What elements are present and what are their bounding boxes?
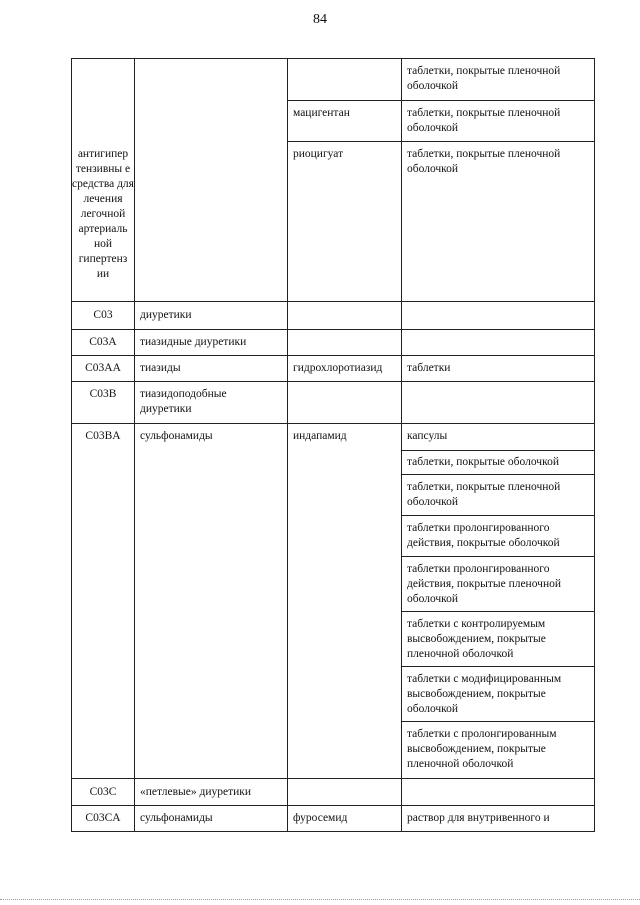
atc-code: C03AA bbox=[85, 362, 121, 374]
drug-cell: мацигентан bbox=[293, 107, 350, 119]
form-cell: таблетки, покрытые пленочной оболочкой bbox=[407, 65, 561, 92]
form-cell: таблетки с модифицированным высвобождением, покрытые оболочкой bbox=[407, 673, 562, 715]
form-cell: таблетки, покрытые пленочной оболочкой bbox=[407, 148, 561, 175]
atc-code: C03B bbox=[89, 388, 117, 400]
form-cell: капсулы bbox=[407, 430, 448, 442]
drug-cell: риоцигуат bbox=[293, 148, 344, 160]
atc-code: C03CA bbox=[85, 812, 121, 824]
atc-name: сульфонамиды bbox=[140, 430, 213, 442]
scan-edge-divider bbox=[0, 899, 640, 901]
atc-name: тиазидные диуретики bbox=[140, 336, 247, 348]
atc-name: сульфонамиды bbox=[140, 812, 213, 824]
atc-code: C03A bbox=[89, 336, 117, 348]
form-cell: таблетки пролонгированного действия, покрытые оболочкой bbox=[407, 522, 560, 549]
group-cell: антигипер тензивны е средства для лечения легочной артериаль ной гипертенз ии bbox=[72, 148, 134, 280]
page-number: 84 bbox=[313, 12, 327, 27]
form-cell: таблетки bbox=[407, 362, 451, 374]
atc-code: C03 bbox=[93, 309, 113, 321]
drug-cell: индапамид bbox=[293, 430, 347, 442]
form-cell: таблетки с пролонгированным высвобождением, покрытые пленочной оболочкой bbox=[407, 728, 557, 770]
drug-cell: фуросемид bbox=[293, 812, 348, 824]
form-cell: таблетки пролонгированного действия, покрытые пленочной оболочкой bbox=[407, 563, 562, 605]
atc-name: тиазиды bbox=[140, 362, 181, 374]
form-cell: таблетки, покрытые пленочной оболочкой bbox=[407, 481, 561, 508]
form-cell: раствор для внутривенного и bbox=[407, 812, 550, 824]
form-cell: таблетки с контролируемым высвобождением, покрытые пленочной оболочкой bbox=[407, 618, 546, 660]
form-cell: таблетки, покрытые пленочной оболочкой bbox=[407, 107, 561, 134]
drug-cell: гидрохлоротиазид bbox=[293, 362, 383, 374]
atc-code: C03BA bbox=[85, 430, 121, 442]
atc-name: диуретики bbox=[140, 309, 192, 321]
atc-name: тиазидоподобные диуретики bbox=[140, 388, 227, 415]
form-cell: таблетки, покрытые оболочкой bbox=[407, 456, 559, 468]
atc-name: «петлевые» диуретики bbox=[140, 786, 252, 798]
atc-code: C03C bbox=[89, 786, 117, 798]
